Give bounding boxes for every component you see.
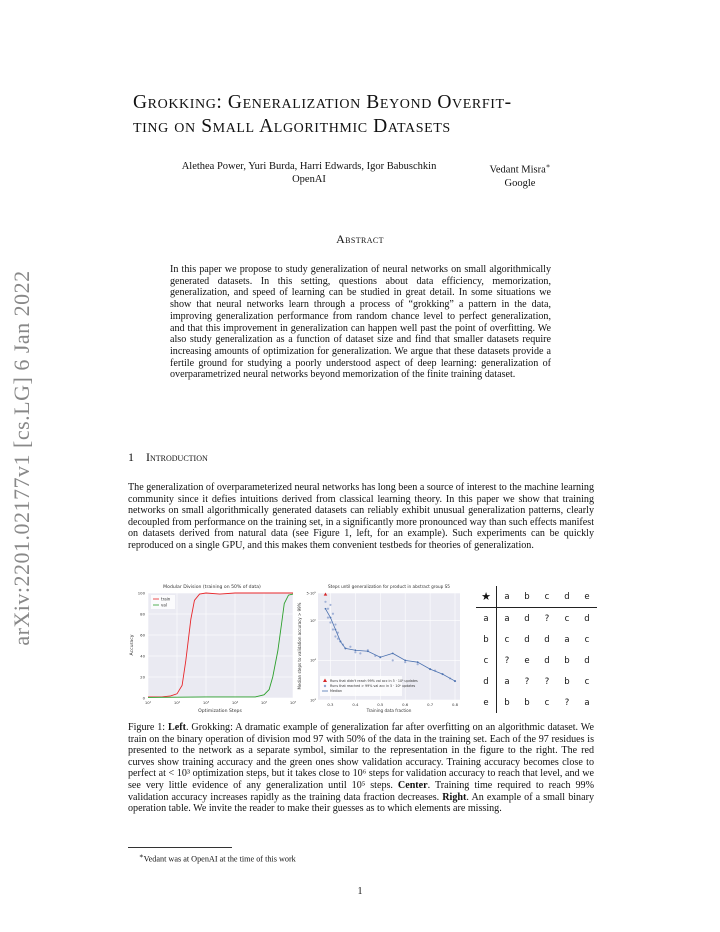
row-header: c — [476, 650, 497, 671]
y-tick-label: 100 — [137, 590, 145, 596]
run-point — [327, 608, 329, 610]
median-point — [442, 673, 444, 675]
row-header: e — [476, 692, 497, 713]
table-cell: a — [504, 676, 510, 687]
median-point — [404, 659, 406, 661]
chart-title: Steps until generalization for product in abstract group S5 — [328, 584, 450, 589]
y-tick-label: 0 — [142, 695, 145, 701]
x-tick-label: 0.8 — [451, 702, 459, 707]
run-point — [324, 601, 326, 603]
author-affiliation: OpenAI — [292, 174, 326, 185]
table-cell: a — [504, 613, 510, 624]
x-axis-label: Optimization Steps — [198, 709, 242, 714]
run-point — [349, 646, 351, 648]
table-row — [476, 692, 597, 713]
legend-failed-label: Runs that didn't reach 99% val acc in 5 · 10⁵ updates — [330, 679, 418, 683]
x-tick-label: 10¹ — [144, 700, 152, 705]
table-row — [476, 608, 597, 630]
x-tick-label: 10⁴ — [231, 700, 239, 705]
y-axis-label: Accuracy — [130, 634, 135, 656]
author-name: Vedant Misra — [489, 164, 546, 176]
y-tick-label: 20 — [140, 674, 145, 680]
abstract-body: In this paper we propose to study generalization of neural networks on small algorithmically generated datasets. In this setting, questions about data efficiency, memorization, generalization, and speed of learning can be studied in great detail. In some situations we show that neural networks learn through a process of “grokking” a pattern in the data, improving generalization performance from random chance level to perfect generalization, and that this improvement in generalization can happen well past the point of overfitting. We also study generalization as a function of dataset size and find that smaller datasets require increasing amounts of optimization for generalization. We argue that these datasets provide a fertile ground for studying a poorly understood aspect of deep learning: generalization of overparametrized neural networks beyond memorization of the finite training dataset. — [170, 264, 551, 381]
run-point — [334, 635, 336, 637]
footnote — [139, 852, 296, 864]
table-cell: ? — [524, 676, 530, 687]
caption-label: Figure 1: — [128, 722, 166, 733]
table-cell: c — [584, 676, 590, 687]
median-point — [340, 641, 342, 643]
footnote-rule — [128, 847, 232, 848]
column-header: b — [517, 586, 537, 608]
table-cell: ? — [504, 655, 510, 666]
table-cell: c — [504, 634, 510, 645]
row-header: b — [476, 629, 497, 650]
y-tick-label: 80 — [140, 611, 145, 617]
y-tick-label: 10⁴ — [309, 658, 316, 663]
table-cell: d — [524, 634, 530, 645]
median-point — [417, 661, 419, 663]
table-cell: ? — [564, 697, 570, 708]
steps-vs-fraction-chart — [296, 582, 466, 714]
table-cell: a — [564, 634, 570, 645]
median-point — [454, 680, 456, 682]
legend-runs-swatch — [324, 685, 326, 687]
figure-caption — [128, 722, 594, 815]
caption-center-label: Center — [397, 779, 428, 791]
table-row — [476, 650, 597, 671]
median-point — [354, 649, 356, 651]
x-tick-label: 10² — [173, 700, 181, 705]
table-cell: c — [584, 634, 590, 645]
table-cell: ? — [544, 676, 550, 687]
table-cell: c — [544, 697, 550, 708]
table-cell: c — [564, 613, 570, 624]
x-tick-label: 0.4 — [352, 702, 359, 707]
median-point — [367, 650, 369, 652]
run-point — [404, 661, 406, 663]
table-cell: d — [544, 634, 550, 645]
title-line-2: ting on Small Algorithmic Datasets — [133, 116, 451, 137]
table-cell: b — [504, 697, 510, 708]
run-point — [327, 616, 329, 618]
section-title: Introduction — [146, 450, 208, 464]
caption-left-label: Left — [168, 722, 186, 733]
run-point — [354, 651, 356, 653]
caption-right-label: Right — [442, 791, 467, 803]
grokking-accuracy-chart — [128, 582, 298, 714]
paper-title — [133, 91, 603, 139]
x-tick-label: 0.7 — [427, 702, 434, 707]
legend-runs-label: Runs that reached > 99% val acc in 5 · 10⁵ updates — [330, 684, 416, 688]
column-header: e — [577, 586, 597, 608]
x-axis-label: Training data fraction — [366, 708, 412, 713]
row-header: d — [476, 671, 497, 692]
y-axis-label: Median steps to validation accuracy > 99% — [297, 602, 302, 690]
x-tick-label: 10⁵ — [260, 700, 268, 705]
table-cell: b — [564, 676, 570, 687]
column-header: d — [557, 586, 577, 608]
table-header-row — [476, 586, 597, 608]
table-cell: e — [524, 655, 530, 666]
table-cell: d — [584, 613, 590, 624]
author-group-google — [480, 160, 560, 190]
chart-legend — [151, 595, 175, 609]
legend-val-label: val — [161, 602, 167, 608]
median-point — [325, 608, 327, 610]
median-point — [345, 648, 347, 650]
author-footnote-mark: ∗ — [545, 162, 551, 170]
author-names: Alethea Power, Yuri Burda, Harri Edwards, Igor Babuschkin — [181, 161, 437, 172]
table-cell: b — [524, 697, 530, 708]
table-cell: d — [544, 655, 550, 666]
run-point — [329, 604, 331, 606]
author-affiliation: Google — [504, 177, 536, 189]
caption-left-text: . Grokking: A dramatic example of generalization far after overfitting on an algorithmic dataset. We train on the binary operation of division mod 97 with 50% of the data in the training set. Each of the 97 residues is presented to the network as a separate symbol, similar to the representation in the figure to the right. The red curves show training accuracy and the green ones show validation accuracy. Training accuracy becomes close to perfect at < 10³ optimization steps, but it takes close to 10⁶ steps for validation accuracy to reach that level, and we see very little evidence of any generalization until 10⁵ steps. — [128, 722, 595, 791]
column-header: c — [537, 586, 557, 608]
column-header: a — [497, 586, 518, 608]
author-group-openai — [164, 160, 454, 186]
table-cell: d — [584, 655, 590, 666]
x-tick-label: 0.6 — [402, 702, 409, 707]
caption-right-text: . An example of a small binary operation table. We invite the reader to make their guesses as to which elements are missing. — [128, 791, 594, 815]
run-point — [417, 663, 419, 665]
y-tick-label: 5·10⁵ — [306, 591, 316, 596]
median-point — [335, 629, 337, 631]
caption-center-text: . Training time required to reach 99% validation accuracy increases rapidly as the training data fraction decreases. — [128, 779, 595, 803]
title-line-1: Grokking: Generalization Beyond Overfit- — [133, 92, 512, 113]
y-tick-label: 10⁵ — [309, 619, 316, 624]
median-point — [379, 656, 381, 658]
run-point — [359, 652, 361, 654]
chart-title: Modular Division (training on 50% of data) — [163, 585, 261, 590]
arxiv-stamp-text: arXiv:2201.02177v1 [cs.LG] 6 Jan 2022 — [9, 270, 34, 646]
y-tick-label: 10³ — [309, 698, 316, 703]
row-header: a — [476, 608, 497, 630]
x-tick-label: 0.5 — [377, 702, 384, 707]
x-tick-label: 10³ — [202, 700, 210, 705]
arxiv-stamp — [2, 258, 42, 658]
legend-train-label: train — [161, 596, 171, 602]
run-point — [334, 623, 336, 625]
operator-symbol: ★ — [476, 586, 497, 608]
section-number: 1 — [128, 450, 134, 464]
y-tick-label: 60 — [140, 632, 145, 638]
footnote-mark: ∗ — [139, 853, 144, 860]
page-number: 1 — [357, 886, 363, 897]
x-tick-label: 0.3 — [327, 702, 334, 707]
table-row — [476, 671, 597, 692]
median-point — [330, 617, 332, 619]
run-point — [332, 628, 334, 630]
y-tick-label: 40 — [140, 653, 145, 659]
median-point — [429, 668, 431, 670]
abstract-heading: Abstract — [336, 232, 384, 246]
section-heading — [128, 450, 208, 465]
footnote-text: Vedant was at OpenAI at the time of this work — [143, 854, 296, 864]
table-cell: d — [524, 613, 530, 624]
run-point — [329, 621, 331, 623]
table-cell: ? — [544, 613, 550, 624]
intro-paragraph: The generalization of overparameterized neural networks has long been a source of interest to the machine learning community since it defies intuitions derived from classical learning theory. In this paper we show that training networks on small algorithmically generated datasets can reliably exhibit unusual generalization patterns, clearly decoupled from performance on the training set, in a significantly more pronounced way than such effects manifest on datasets derived from natural data (see Figure 1, left, for an example). Such experiments can be quickly reproduced on a single GPU, and this makes them convenient testbeds for theories of generalization. — [128, 482, 594, 551]
table-row — [476, 629, 597, 650]
run-point — [392, 659, 394, 661]
run-point — [332, 613, 334, 615]
binary-operation-table — [476, 586, 597, 713]
median-point — [392, 652, 394, 654]
table-cell: b — [564, 655, 570, 666]
table-cell: a — [584, 697, 590, 708]
x-tick-label: 10⁶ — [289, 700, 297, 705]
legend-median-label: Median — [330, 689, 342, 693]
